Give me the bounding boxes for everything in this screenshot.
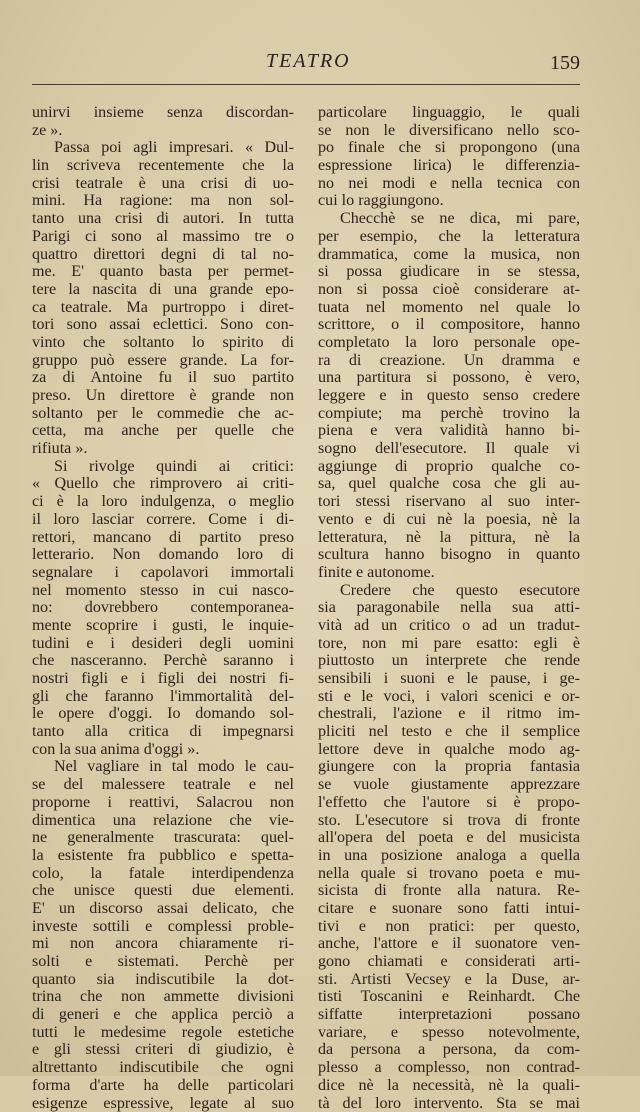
- text-line: citare e suonare sono fatti intui-: [318, 900, 580, 918]
- text-line: esigenze espressive, legate al suo: [32, 1095, 294, 1112]
- text-line: mini. Ha ragione: ma non sol-: [32, 192, 294, 210]
- text-line: le opere d'oggi. Io domando sol-: [32, 705, 294, 723]
- text-line: tori sono assai eclettici. Sono con-: [32, 316, 294, 334]
- text-line: dice nè la necessità, nè la quali-: [318, 1077, 580, 1095]
- text-line: colo, la fatale interdipendenza: [32, 865, 294, 883]
- text-line: in una posizione analoga a quella: [318, 847, 580, 865]
- text-line: sogno dell'esecutore. Il quale vi: [318, 440, 580, 458]
- text-line: Parigi ci sono al massimo tre o: [32, 228, 294, 246]
- text-line: tuata nel momento nel quale lo: [318, 299, 580, 317]
- text-line: crisi teatrale è una crisi di uo-: [32, 175, 294, 193]
- text-line: sti e le voci, i valori scenici e or-: [318, 688, 580, 706]
- text-line: chestrali, l'azione e il ritmo im-: [318, 705, 580, 723]
- right-text-column: [318, 104, 580, 1112]
- text-line: trina che non ammette divisioni: [32, 988, 294, 1006]
- text-line: e gli stessi criteri di giudizio, è: [32, 1041, 294, 1059]
- text-line: leggere e in questo senso credere: [318, 387, 580, 405]
- text-line: unirvi insieme senza discordan-: [32, 104, 294, 122]
- text-line: mente scoprire i gusti, le inquie-: [32, 617, 294, 635]
- text-line: ca teatrale. Ma purtroppo i diret-: [32, 299, 294, 317]
- text-line: che unisce questi due elementi.: [32, 882, 294, 900]
- text-line: investe sottili e complessi proble-: [32, 918, 294, 936]
- text-line: se vuole giustamente apprezzare: [318, 776, 580, 794]
- text-line: tere la nascita di una grande epo-: [32, 281, 294, 299]
- text-line: all'opera del poeta e del musicista: [318, 829, 580, 847]
- text-line: per esempio, che la letteratura: [318, 228, 580, 246]
- text-line: siffatte interpretazioni possano: [318, 1006, 580, 1024]
- text-line: forma d'arte ha delle particolari: [32, 1077, 294, 1095]
- text-line: tanto una crisi di autori. In tutta: [32, 210, 294, 228]
- text-line: nella quale si trovano poeta e mu-: [318, 865, 580, 883]
- text-line: variare, e spesso notevolmente,: [318, 1024, 580, 1042]
- text-line: letteratura, nè la pittura, nè la: [318, 529, 580, 547]
- text-line: me. E' quanto basta per permet-: [32, 263, 294, 281]
- text-line: letterario. Non domando loro di: [32, 546, 294, 564]
- text-line: di generi e che applica perciò a: [32, 1006, 294, 1024]
- text-line: con la sua anima d'oggi ».: [32, 741, 294, 759]
- text-line: quattro direttori degni di tal no-: [32, 246, 294, 264]
- text-line: piena e vera validità hanno bi-: [318, 422, 580, 440]
- text-line: piuttosto un interprete che rende: [318, 652, 580, 670]
- text-line: ci è la loro indulgenza, o meglio: [32, 493, 294, 511]
- page-number: 159: [550, 52, 580, 75]
- text-line: il loro lasciar correre. Come i di-: [32, 511, 294, 529]
- text-line: tisti Toscanini e Reinhardt. Che: [318, 988, 580, 1006]
- text-line: altrettanto indiscutibile che ogni: [32, 1059, 294, 1077]
- text-line: solti e sistemati. Perchè per: [32, 953, 294, 971]
- text-line: si possa giudicare in se stessa,: [318, 263, 580, 281]
- text-line: tutti le medesime regole estetiche: [32, 1024, 294, 1042]
- text-line: preso. Un direttore è grande non: [32, 387, 294, 405]
- text-line: tà del loro intervento. Sta se mai: [318, 1095, 580, 1112]
- text-line: vinto che soltanto lo spirito di: [32, 334, 294, 352]
- text-line: sia paragonabile nella sua atti-: [318, 599, 580, 617]
- text-line: soltanto per le commedie che ac-: [32, 405, 294, 423]
- text-line: ra di creazione. Un dramma e: [318, 352, 580, 370]
- text-line: Passa poi agli impresari. « Dul-: [32, 139, 294, 157]
- text-line: compiute; ma perchè trovino la: [318, 405, 580, 423]
- text-line: sti. Artisti Vecsey e la Duse, ar-: [318, 971, 580, 989]
- page-header: [0, 50, 640, 76]
- text-line: tanto alla critica di impegnarsi: [32, 723, 294, 741]
- text-line: quanto sia indiscutibile la dot-: [32, 971, 294, 989]
- text-line: scultura hanno bisogno in quanto: [318, 546, 580, 564]
- text-line: ze ».: [32, 122, 294, 140]
- text-line: proporne i reattivi, Salacrou non: [32, 794, 294, 812]
- text-line: Credere che questo esecutore: [318, 582, 580, 600]
- text-line: cetta, ma anche per quelle che: [32, 422, 294, 440]
- header-rule: [32, 84, 580, 85]
- text-line: Si rivolge quindi ai critici:: [32, 458, 294, 476]
- text-line: gono chiamati e considerati arti-: [318, 953, 580, 971]
- text-line: segnalare i capolavori immortali: [32, 564, 294, 582]
- text-line: tudini e i desideri degli uomini: [32, 635, 294, 653]
- text-line: espressione lirica) le differenzia-: [318, 157, 580, 175]
- text-line: che nasceranno. Perchè saranno i: [32, 652, 294, 670]
- text-line: se non le diversificano nello sco-: [318, 122, 580, 140]
- text-line: giungere con la propria fantasia: [318, 758, 580, 776]
- text-line: drammatica, come la musica, non: [318, 246, 580, 264]
- text-line: rifiuta ».: [32, 440, 294, 458]
- text-line: sensibili i suoni e le pause, i ge-: [318, 670, 580, 688]
- text-line: mi non ancora chiaramente ri-: [32, 935, 294, 953]
- text-line: no nei modi e nella tecnica con: [318, 175, 580, 193]
- text-line: sa, quel qualche cosa che gli au-: [318, 475, 580, 493]
- left-text-column: [32, 104, 294, 1112]
- text-line: aggiunge di proprio qualche co-: [318, 458, 580, 476]
- text-line: se del malessere teatrale e nel: [32, 776, 294, 794]
- text-line: vità ad un critico o ad un tradut-: [318, 617, 580, 635]
- text-line: dimentica una relazione che vie-: [32, 812, 294, 830]
- text-line: tore, non mi pare esatto: egli è: [318, 635, 580, 653]
- text-line: « Quello che rimprovero ai criti-: [32, 475, 294, 493]
- text-line: cui lo raggiungono.: [318, 192, 580, 210]
- text-line: non si possa cioè considerare at-: [318, 281, 580, 299]
- text-line: Checchè se ne dica, mi pare,: [318, 210, 580, 228]
- text-line: particolare linguaggio, le quali: [318, 104, 580, 122]
- text-line: E' un discorso assai delicato, che: [32, 900, 294, 918]
- text-line: una partitura si possono, è vero,: [318, 369, 580, 387]
- text-line: za di Antoine fu il suo partito: [32, 369, 294, 387]
- text-line: da persona a persona, da com-: [318, 1041, 580, 1059]
- text-line: lettore deve in qualche modo ag-: [318, 741, 580, 759]
- text-line: anche, l'attore e il suonatore ven-: [318, 935, 580, 953]
- text-line: tori stessi riservano al suo inter-: [318, 493, 580, 511]
- text-line: sicista di fronte alla natura. Re-: [318, 882, 580, 900]
- text-line: gli che faranno l'immortalità del-: [32, 688, 294, 706]
- text-line: ne generalmente trascurata: quel-: [32, 829, 294, 847]
- text-line: pliciti nel testo e che il semplice: [318, 723, 580, 741]
- text-line: l'effetto che l'autore si è propo-: [318, 794, 580, 812]
- text-line: finite e autonome.: [318, 564, 580, 582]
- text-line: completato la loro personale ope-: [318, 334, 580, 352]
- running-title: TEATRO: [266, 50, 351, 73]
- text-line: sto. L'esecutore si trova di fronte: [318, 812, 580, 830]
- text-line: rettori, mancano di partito preso: [32, 529, 294, 547]
- text-line: vento e di cui nè la poesia, nè la: [318, 511, 580, 529]
- text-line: nostri figli e i figli dei nostri fi-: [32, 670, 294, 688]
- text-line: scrittore, o il compositore, hanno: [318, 316, 580, 334]
- text-line: gruppo può essere grande. La for-: [32, 352, 294, 370]
- text-line: po finale che si propongono (una: [318, 139, 580, 157]
- text-line: nel momento stesso in cui nasco-: [32, 582, 294, 600]
- text-line: plesso a complesso, non contrad-: [318, 1059, 580, 1077]
- text-line: lin scriveva recentemente che la: [32, 157, 294, 175]
- text-line: tivi e non pratici: per questo,: [318, 918, 580, 936]
- text-line: Nel vagliare in tal modo le cau-: [32, 758, 294, 776]
- text-line: no: dovrebbero contemporanea-: [32, 599, 294, 617]
- text-line: la esistente fra pubblico e spetta-: [32, 847, 294, 865]
